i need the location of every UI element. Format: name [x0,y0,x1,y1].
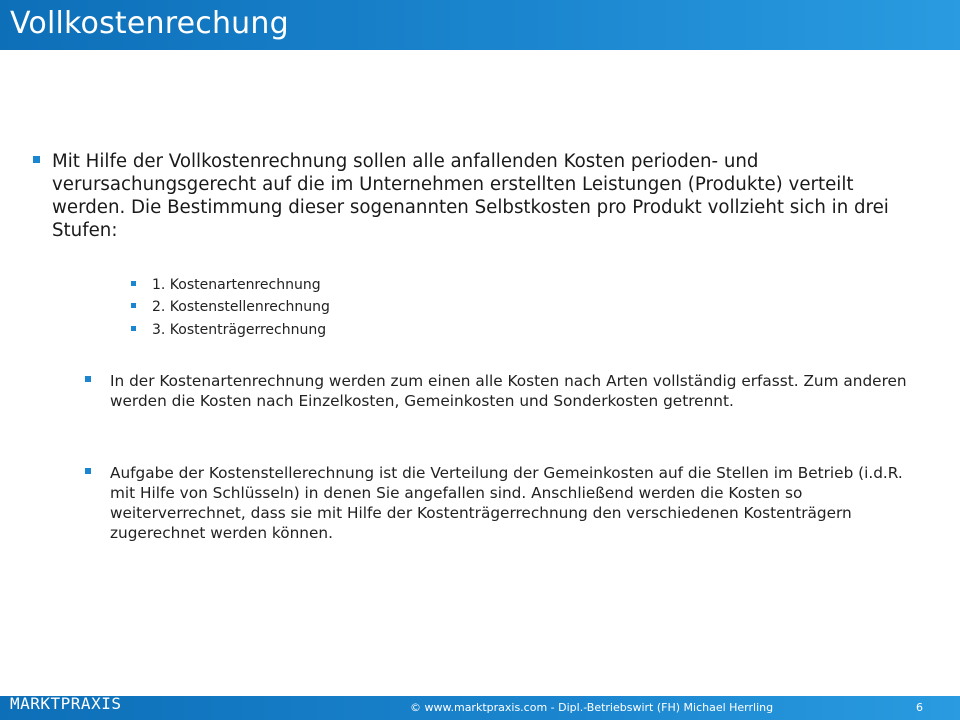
bullet-step-3 [131,326,136,331]
main-paragraph: Mit Hilfe der Vollkostenrechnung sollen alle anfallenden Kosten perioden- und verursachungsgerecht auf die im Unternehmen erstellten Leistungen (Produkte) verteilt werden. Die Bestimmung dieser sogenannten Selbstkosten pro Produkt vollzieht sich in drei Stufen: [52,151,889,241]
bullet-paragraph-1 [85,376,91,382]
copyright-text: © www.marktpraxis.com - Dipl.-Betriebswirt (FH) Michael Herrling [410,701,774,714]
paragraph-kostenstellenrechnung: Aufgabe der Kostenstellerechnung ist die Verteilung der Gemeinkosten auf die Stellen im Betrieb (i.d.R. mit Hilfe von Schlüsseln) in denen Sie angefallen sind. Anschließend werden die Kosten so weiterverrechnet, dass sie mit Hilfe der Kostenträgerrechnung den verschiedenen Kostenträgern zugerechnet werden können. [110,464,903,542]
bullet-step-1 [131,281,136,286]
page-number: 6 [916,701,923,714]
step-3: 3. Kostenträgerrechnung [152,322,327,338]
step-1: 1. Kostenartenrechnung [152,277,321,293]
bullet-main [33,156,40,163]
bullet-paragraph-2 [85,468,91,474]
paragraph-kostenartenrechnung: In der Kostenartenrechnung werden zum einen alle Kosten nach Arten vollständig erfasst. Zum anderen werden die Kosten nach Einzelkosten, Gemeinkosten und Sonderkosten getrennt. [110,372,907,410]
bullet-step-2 [131,303,136,308]
slide-title: Vollkostenrechung [10,6,289,41]
step-2: 2. Kostenstellenrechnung [152,299,330,315]
brand-logo: MARKTPRAXIS [10,694,122,713]
